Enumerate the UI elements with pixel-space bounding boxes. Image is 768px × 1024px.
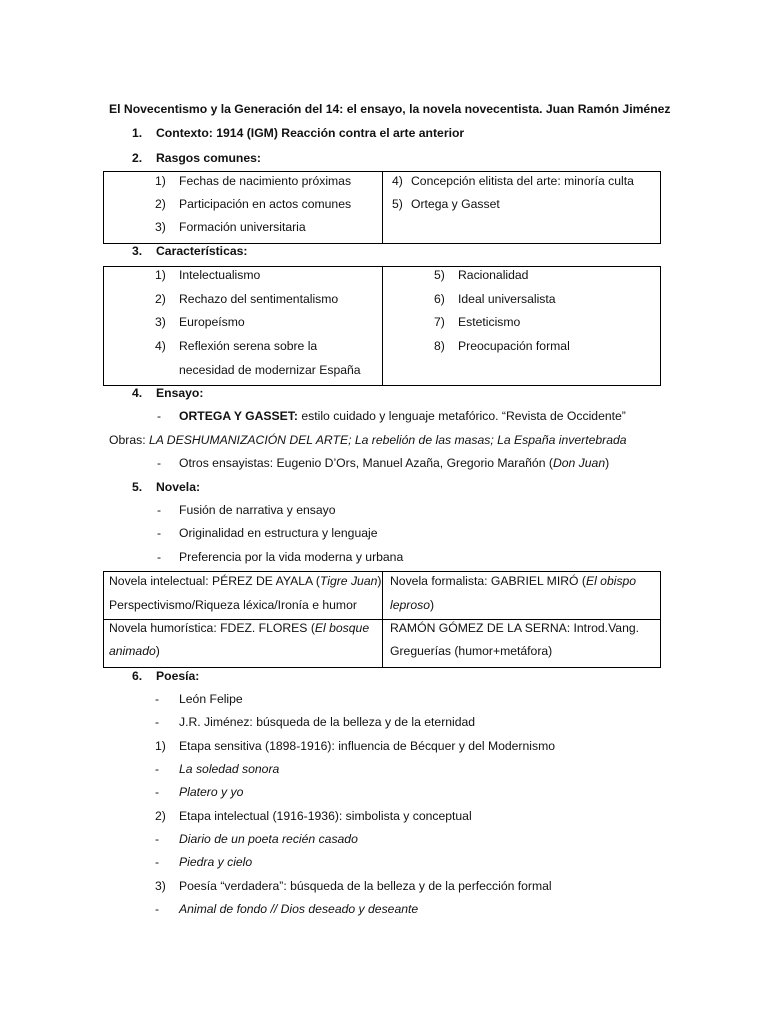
- rasgos-num: 4): [392, 174, 403, 188]
- rasgos-item: Fechas de nacimiento próximas: [179, 174, 352, 188]
- caract-num: 1): [155, 268, 166, 282]
- section-1-number: 1.: [132, 126, 143, 140]
- rasgos-num: 2): [155, 197, 166, 211]
- cell-text: ): [377, 574, 382, 588]
- caract-num: 3): [155, 315, 166, 329]
- rasgos-num: 3): [155, 220, 166, 234]
- rasgos-item: Ortega y Gasset: [411, 197, 500, 211]
- poesia-num: -: [155, 832, 160, 846]
- novela-cell-intelectual: [109, 573, 381, 589]
- caract-item: Ideal universalista: [458, 292, 556, 306]
- caract-item: Reflexión serena sobre la: [179, 339, 318, 353]
- ensayo-obras: [109, 432, 627, 448]
- poesia-work-title: Diario de un poeta recién casado: [179, 832, 358, 846]
- poesia-num: -: [155, 715, 160, 729]
- cell-text: ): [429, 598, 435, 612]
- section-3-number: 3.: [132, 244, 143, 258]
- ensayo-ortega-name: ORTEGA Y GASSET:: [179, 409, 298, 423]
- poesia-item: J.R. Jiménez: búsqueda de la belleza y de la eternidad: [179, 715, 476, 729]
- section-5-number: 5.: [132, 480, 143, 494]
- novela-item: Preferencia por la vida moderna y urbana: [179, 550, 404, 564]
- novela-item: Originalidad en estructura y lenguaje: [179, 526, 378, 540]
- poesia-num: -: [155, 902, 160, 916]
- poesia-num: 3): [155, 879, 166, 893]
- bullet-dash: -: [157, 550, 162, 564]
- novela-cell-serna-desc: Greguerías (humor+metáfora): [390, 644, 553, 658]
- section-3-heading: Características:: [156, 244, 248, 258]
- ensayo-otros-work: Don Juan: [552, 456, 606, 470]
- ensayo-ortega: [179, 408, 626, 424]
- poesia-num: -: [155, 785, 160, 799]
- section-2-number: 2.: [132, 151, 143, 165]
- caract-num: 8): [434, 339, 445, 353]
- cell-work-title: animado: [109, 644, 156, 658]
- caract-item: Europeísmo: [179, 315, 245, 329]
- poesia-work-title: La soledad sonora: [179, 762, 280, 776]
- caract-item: Preocupación formal: [458, 339, 570, 353]
- poesia-num: -: [155, 692, 160, 706]
- poesia-item: Etapa sensitiva (1898-1916): influencia de Bécquer y del Modernismo: [179, 739, 555, 753]
- caract-num: 2): [155, 292, 166, 306]
- cell-work-title: El obispo: [585, 574, 637, 588]
- novela-cell-formalista: [390, 573, 636, 589]
- poesia-num: 1): [155, 739, 166, 753]
- novela-cell-serna: RAMÓN GÓMEZ DE LA SERNA: Introd.Vang.: [390, 621, 640, 635]
- novela-cell-humoristica-cont: [109, 643, 160, 659]
- section-4-heading: Ensayo:: [156, 386, 204, 400]
- novela-cell-humoristica: [109, 620, 369, 636]
- ensayo-obras-label: Obras:: [109, 433, 149, 447]
- poesia-item: León Felipe: [179, 692, 243, 706]
- novela-cell-formalista-cont: [390, 597, 434, 613]
- poesia-item: Poesía “verdadera”: búsqueda de la belleza y de la perfección formal: [179, 879, 552, 893]
- bullet-dash: -: [157, 503, 162, 517]
- ensayo-otros-close: ): [605, 456, 610, 470]
- poesia-num: 2): [155, 809, 166, 823]
- caract-num: 4): [155, 339, 166, 353]
- caract-num: 6): [434, 292, 445, 306]
- caract-item-continuation: necesidad de modernizar España: [179, 363, 361, 377]
- novela-item: Fusión de narrativa y ensayo: [179, 503, 336, 517]
- poesia-item: Etapa intelectual (1916-1936): simbolista y conceptual: [179, 809, 472, 823]
- section-6-heading: Poesía:: [156, 669, 200, 683]
- section-5-heading: Novela:: [156, 480, 201, 494]
- ensayo-obras-titles: LA DESHUMANIZACIÓN DEL ARTE; La rebelión de las masas; La España invertebrada: [148, 433, 627, 447]
- caracteristicas-divider: [382, 266, 383, 386]
- bullet-dash: -: [157, 456, 162, 470]
- cell-work-title: Tigre Juan: [319, 574, 378, 588]
- caract-item: Rechazo del sentimentalismo: [179, 292, 339, 306]
- bullet-dash: -: [157, 526, 162, 540]
- cell-text: Novela intelectual: PÉREZ DE AYALA (: [109, 574, 320, 588]
- poesia-num: -: [155, 762, 160, 776]
- bullet-dash: -: [157, 409, 162, 423]
- caract-item: Intelectualismo: [179, 268, 261, 282]
- poesia-num: -: [155, 855, 160, 869]
- cell-text: Novela formalista: GABRIEL MIRÓ (: [390, 574, 586, 588]
- caract-item: Racionalidad: [458, 268, 529, 282]
- rasgos-item: Concepción elitista del arte: minoría culta: [411, 174, 634, 188]
- cell-work-title: leproso: [390, 598, 430, 612]
- caract-num: 7): [434, 315, 445, 329]
- poesia-work-title: Piedra y cielo: [179, 855, 253, 869]
- section-1-heading: Contexto: 1914 (IGM) Reacción contra el arte anterior: [156, 126, 465, 140]
- rasgos-divider: [382, 171, 383, 244]
- section-4-number: 4.: [132, 386, 143, 400]
- caract-item: Esteticismo: [458, 315, 521, 329]
- ensayo-otros: [179, 455, 609, 471]
- cell-text: ): [155, 644, 160, 658]
- novela-cell-intelectual-desc: Perspectivismo/Riqueza léxica/Ironía e humor: [109, 598, 357, 612]
- rasgos-num: 5): [392, 197, 403, 211]
- ensayo-otros-text: Otros ensayistas: Eugenio D’Ors, Manuel Azaña, Gregorio Marañón (: [179, 456, 553, 470]
- document-title: El Novecentismo y la Generación del 14: el ensayo, la novela novecentista. Juan Ramón Jiménez: [109, 102, 671, 116]
- caract-num: 5): [434, 268, 445, 282]
- poesia-work-title: Platero y yo: [179, 785, 244, 799]
- cell-work-title: El bosque: [314, 621, 370, 635]
- rasgos-num: 1): [155, 174, 166, 188]
- cell-text: Novela humorística: FDEZ. FLORES (: [109, 621, 315, 635]
- rasgos-item: Participación en actos comunes: [179, 197, 352, 211]
- section-2-heading: Rasgos comunes:: [156, 151, 261, 165]
- rasgos-item: Formación universitaria: [179, 220, 306, 234]
- poesia-work-title: Animal de fondo // Dios deseado y deseante: [179, 902, 419, 916]
- ensayo-ortega-desc: estilo cuidado y lenguaje metafórico. “Revista de Occidente”: [297, 409, 626, 423]
- section-6-number: 6.: [132, 669, 143, 683]
